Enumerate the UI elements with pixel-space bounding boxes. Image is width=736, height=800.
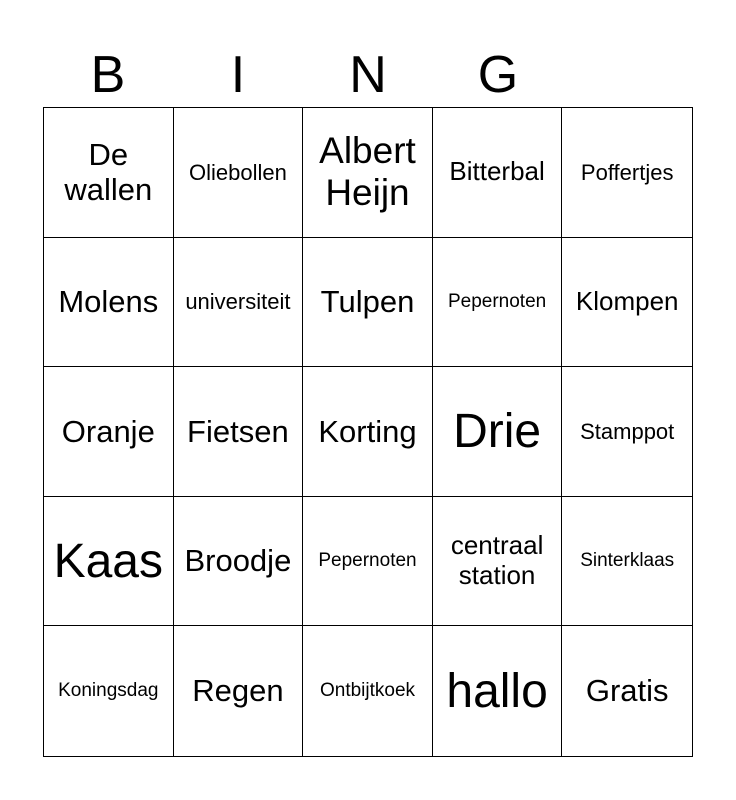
bingo-cell[interactable] [174,367,304,497]
bingo-board [43,107,693,757]
bingo-cell[interactable] [433,367,563,497]
bingo-cell[interactable] [174,626,304,756]
cell-text: Oranje [61,413,155,449]
cell-text: Albert Heijn [319,129,416,214]
cell-text: Gratis [585,673,669,709]
bingo-cell[interactable] [44,367,174,497]
cell-text: Ontbijtkoek [319,680,416,702]
bingo-cell[interactable] [562,108,692,238]
bingo-cell[interactable] [303,238,433,368]
bingo-cell[interactable] [433,497,563,627]
cell-text: hallo [446,664,548,718]
cell-text: Regen [192,673,284,709]
bingo-cell[interactable] [44,626,174,756]
bingo-cell[interactable] [174,238,304,368]
header-letter-n: N [349,46,387,104]
cell-text: Fietsen [187,413,289,449]
cell-text: centraal station [450,530,544,591]
bingo-cell[interactable] [44,108,174,238]
bingo-cell[interactable] [44,238,174,368]
cell-text: Pepernoten [318,550,417,572]
bingo-header [43,44,693,106]
bingo-cell[interactable] [303,497,433,627]
cell-text: Bitterbal [449,156,545,187]
cell-text: Drie [453,404,542,458]
bingo-cell[interactable] [174,497,304,627]
cell-text: Poffertjes [580,159,674,185]
cell-text: Stamppot [580,418,675,444]
cell-text: Koningsdag [58,680,159,702]
header-letter-b: B [90,46,126,104]
bingo-cell[interactable] [303,367,433,497]
bingo-cell[interactable] [303,108,433,238]
cell-text: Broodje [184,543,292,579]
bingo-cell[interactable] [562,497,692,627]
cell-text: universiteit [185,289,291,315]
cell-text: De wallen [64,136,153,208]
bingo-cell[interactable] [562,626,692,756]
cell-text: Kaas [53,534,163,588]
cell-text: Oliebollen [188,159,287,185]
bingo-cell[interactable] [433,108,563,238]
bingo-cell[interactable] [44,497,174,627]
cell-text: Sinterklaas [580,550,675,572]
cell-text: Pepernoten [447,290,547,312]
cell-text: Klompen [575,285,679,316]
cell-text: Molens [58,284,159,320]
cell-text: Korting [318,413,417,449]
bingo-cell[interactable] [562,367,692,497]
cell-text: Tulpen [320,284,415,320]
bingo-cell[interactable] [174,108,304,238]
header-letter-o [563,44,693,106]
bingo-cell[interactable] [303,626,433,756]
header-letter-i: I [230,46,246,104]
header-letter-g: G [477,46,519,104]
bingo-cell[interactable] [433,238,563,368]
bingo-cell[interactable] [433,626,563,756]
bingo-cell[interactable] [562,238,692,368]
